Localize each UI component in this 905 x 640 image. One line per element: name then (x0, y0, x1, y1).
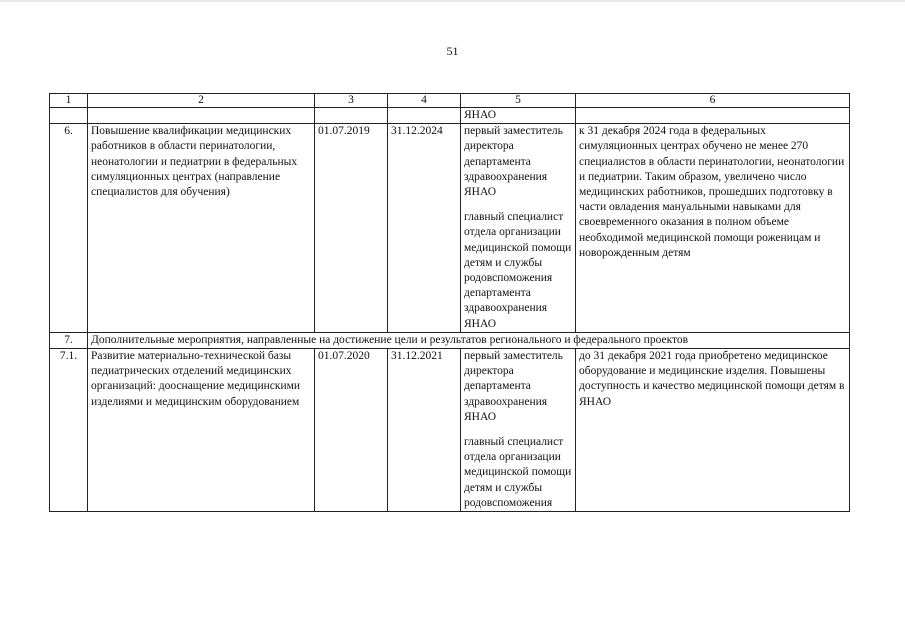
responsible-person-1: первый заместитель директора департамента здравоохранения ЯНАО (464, 125, 563, 199)
top-scan-edge (0, 0, 905, 2)
spacer (464, 200, 572, 210)
responsible-cell (461, 124, 576, 333)
header-cell: 6 (576, 94, 850, 108)
responsible-cell (461, 349, 576, 512)
header-cell: 4 (388, 94, 461, 108)
header-cell: 3 (315, 94, 388, 108)
header-cell: 5 (461, 94, 576, 108)
activity-cell: Развитие материально-технической базы педиатрических отделений медицинских организаций: дооснащение медицинскими изделиями и медицинским оборудованием (88, 349, 315, 512)
page-number: 51 (446, 44, 459, 58)
cell-empty (388, 108, 461, 124)
activity-cell: Повышение квалификации медицинских работников в области перинатологии, неонатологии и педиатрии в федеральных симуляционных центрах (направление специалистов для обучения) (88, 124, 315, 333)
cell-empty (50, 108, 88, 124)
continuation-row (50, 108, 850, 124)
start-date-cell: 01.07.2020 (315, 349, 388, 512)
cell-empty (315, 108, 388, 124)
end-date-cell: 31.12.2024 (388, 124, 461, 333)
section-row (50, 332, 850, 348)
activities-table (49, 93, 850, 512)
result-cell: к 31 декабря 2024 года в федеральных симуляционных центрах обучено не менее 270 специалистов в области перинатологии, неонатологии и педиатрии. Таким образом, увеличено число медицинских работников, прошедших подготовку в части овладения мануальными навыками для своевременного оказания в полном объеме необходимой медицинской помощи роженицам и новорожденным детям (576, 124, 850, 333)
cell-empty (576, 108, 850, 124)
section-number: 7. (50, 332, 88, 348)
section-title: Дополнительные мероприятия, направленные на достижение цели и результатов регионального и федерального проектов (88, 332, 850, 348)
table-row (50, 349, 850, 512)
responsible-person-1: первый заместитель директора департамента здравоохранения ЯНАО (464, 350, 563, 423)
responsible-person-2: главный специалист отдела организации медицинской помощи детям и службы родовспоможения департамента здравоохранения ЯНАО (464, 211, 572, 330)
result-cell: до 31 декабря 2021 года приобретено медицинское оборудование и медицинские изделия. Повышены доступность и качество медицинской помощи детям в ЯНАО (576, 349, 850, 512)
header-cell: 1 (50, 94, 88, 108)
table-row (50, 124, 850, 333)
continuation-responsible: ЯНАО (461, 108, 576, 124)
responsible-person-2: главный специалист отдела организации медицинской помощи детям и службы родовспоможения (464, 436, 572, 509)
row-number: 7.1. (50, 349, 88, 512)
end-date-cell: 31.12.2021 (388, 349, 461, 512)
table-header-row (50, 94, 850, 108)
row-number: 6. (50, 124, 88, 333)
header-cell: 2 (88, 94, 315, 108)
spacer (464, 425, 572, 435)
start-date-cell: 01.07.2019 (315, 124, 388, 333)
cell-empty (88, 108, 315, 124)
